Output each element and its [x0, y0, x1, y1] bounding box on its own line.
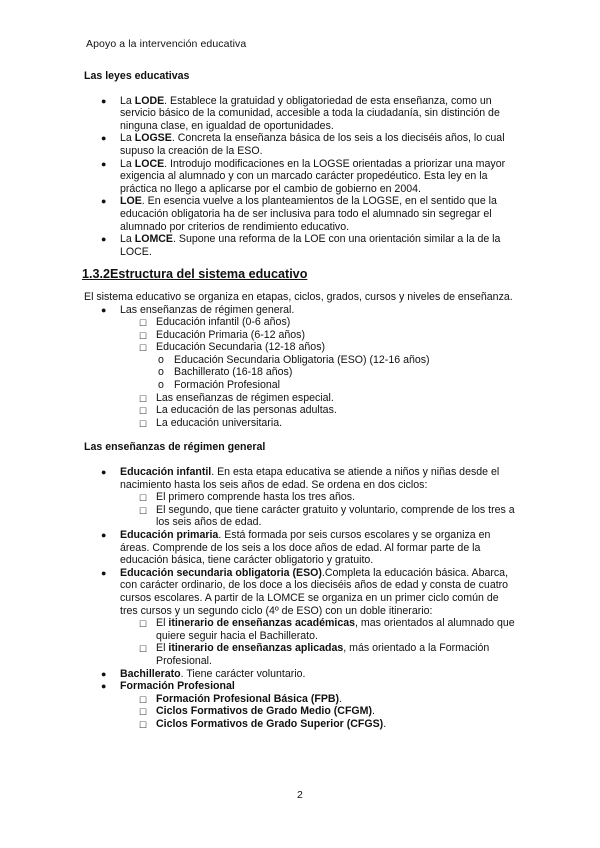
checkbox-icon: ☐ [139, 694, 148, 705]
checkbox-icon: ☐ [139, 719, 148, 730]
list-item: ☐ La educación universitaria. [139, 416, 283, 429]
list-item: ● Educación secundaria obligatoria (ESO).Completa la educación básica. Abarca, con carácter ordinario, de los doce a los dieciséis años de edad y consta de cuatro cursos escolares. A partir de la LOMCE se organiza en un primer ciclo común de tres cursos y un segundo ciclo (4º de ESO) con un doble itinerario: [101, 566, 509, 617]
checkbox-icon: ☐ [139, 707, 148, 718]
checkbox-icon: ☐ [139, 418, 148, 429]
list-item: ● Formación Profesional [101, 680, 235, 693]
checkbox-icon: ☐ [139, 330, 148, 341]
bullet-icon: ● [101, 668, 107, 679]
bullet-icon: ● [101, 304, 107, 315]
list-item: o Bachillerato (16-18 años) [158, 366, 293, 379]
list-item: ☐ El itinerario de enseñanzas aplicadas, más orientado a la Formación Profesional. [139, 642, 490, 667]
list-item: ● Bachillerato. Tiene carácter voluntario. [101, 667, 306, 680]
bullet-icon: ● [101, 530, 107, 540]
section-title-estructura: 1.3.2Estructura del sistema educativo [82, 267, 308, 282]
list-item: ● Educación infantil. En esta etapa educativa se atiende a niños y niñas desde el nacimiento hasta los seis años de edad. Se ordena en dos ciclos: [101, 466, 500, 491]
bullet-icon: ● [101, 681, 107, 692]
list-item: ☐ Educación Secundaria (12-18 años) [139, 341, 326, 354]
list-item: o Formación Profesional [158, 379, 280, 392]
bullet-icon: ● [101, 95, 107, 106]
list-item: ● La LODE. Establece la gratuidad y obligatoriedad de esta enseñanza, como un servicio básico de la comunidad, accesible a toda la ciudadanía, sin distinción de ninguna clase, en igualdad de oportunidades. [101, 94, 500, 132]
list-item: ● La LOGSE. Concreta la enseñanza básica de los seis a los dieciséis años, lo cual supuso la creación de la ESO. [101, 132, 505, 157]
section-heading-leyes: Las leyes educativas [84, 70, 190, 82]
list-item: ☐ El segundo, que tiene carácter gratuito y voluntario, comprende de los tres a los seis años de edad. [139, 503, 515, 529]
checkbox-icon: ☐ [139, 644, 148, 655]
regimen-list [84, 466, 516, 730]
list-item: ☐ La educación de las personas adultas. [139, 404, 337, 417]
list-item: ☐ Educación infantil (0-6 años) [139, 316, 291, 329]
bullet-icon: ● [101, 234, 107, 245]
list-item: ☐ Educación Primaria (6-12 años) [139, 328, 305, 341]
list-item: ● LOE. En esencia vuelve a los planteamientos de la LOGSE, en el sentido que la educación obligatoria ha de ser inclusiva para todo el alumnado sin segregar el alumnado por criterios de rendimiento educativo. [101, 195, 497, 233]
leyes-list [84, 95, 516, 259]
bullet-icon: ● [101, 196, 107, 207]
checkbox-icon: ☐ [139, 318, 148, 329]
list-item: ☐ El itinerario de enseñanzas académicas, mas orientados al alumnado que quiere seguir hacia el Bachillerato. [139, 617, 515, 642]
list-item: ● Educación primaria. Está formada por seis cursos escolares y se organiza en áreas. Comprende de los seis a los doce años de edad. Al formar parte de la educación básica, tiene carácter obligatorio y gratuito. [101, 529, 491, 567]
list-item: o Educación Secundaria Obligatoria (ESO) (12-16 años) [158, 353, 430, 366]
checkbox-icon: ☐ [139, 493, 148, 504]
list-item: ● La LOCE. Introdujo modificaciones en la LOGSE orientadas a priorizar una mayor exigencia al alumnado y con un marcado carácter propedéutico. Esta ley en la práctica no llego a aplicarse por el cambio de gobierno en 2004. [101, 157, 506, 195]
list-item: ☐ El primero comprende hasta los tres años. [139, 491, 356, 504]
list-item: ● Las enseñanzas de régimen general. [101, 303, 295, 316]
intro-paragraph: El sistema educativo se organiza en etapas, ciclos, grados, cursos y niveles de enseñanza. [84, 290, 513, 303]
list-item: ☐ Ciclos Formativos de Grado Superior (CFGS). [139, 717, 387, 730]
estructura-list [84, 304, 516, 430]
bullet-icon: ● [101, 567, 107, 578]
page-content [84, 70, 516, 731]
checkbox-icon: ☐ [139, 505, 148, 516]
circle-bullet-icon: o [158, 366, 164, 379]
circle-bullet-icon: o [158, 353, 164, 366]
checkbox-icon: ☐ [139, 393, 148, 404]
checkbox-icon: ☐ [139, 406, 148, 417]
checkbox-icon: ☐ [139, 343, 148, 354]
checkbox-icon: ☐ [139, 619, 148, 630]
bullet-icon: ● [101, 158, 107, 169]
list-item: ☐ Ciclos Formativos de Grado Medio (CFGM). [139, 705, 375, 718]
list-item: ☐ Formación Profesional Básica (FPB). [139, 692, 343, 705]
circle-bullet-icon: o [158, 379, 164, 392]
list-item: ☐ Las enseñanzas de régimen especial. [139, 391, 334, 404]
list-item: ● La LOMCE. Supone una reforma de la LOE con una orientación similar a la de la LOCE. [101, 233, 501, 258]
running-header: Apoyo a la intervención educativa [86, 38, 247, 50]
bullet-icon: ● [101, 467, 107, 478]
bullet-icon: ● [101, 133, 107, 144]
page-number: 2 [297, 789, 303, 801]
section-heading-regimen: Las enseñanzas de régimen general [84, 441, 266, 454]
